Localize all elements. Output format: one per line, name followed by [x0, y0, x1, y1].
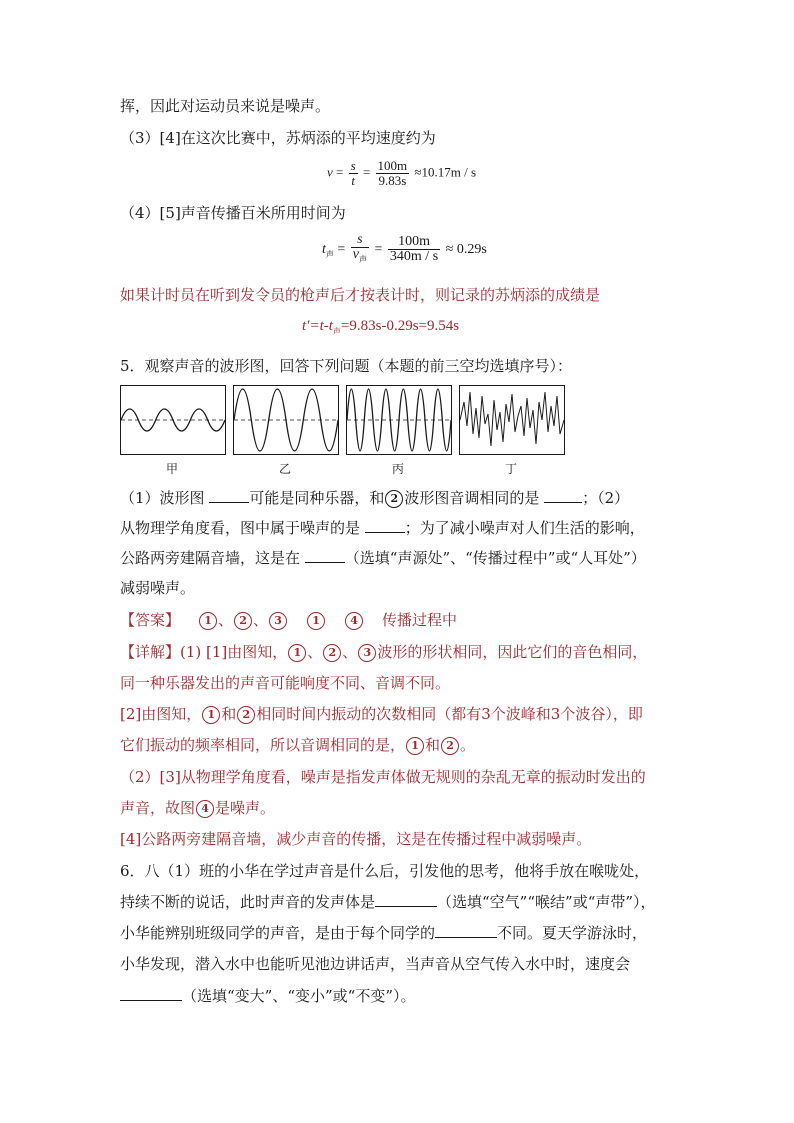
circled-number: 4	[196, 800, 214, 818]
formula-eq: =	[337, 242, 346, 258]
waveform-bing	[346, 385, 452, 455]
answer-blank[interactable]	[365, 518, 405, 533]
explanation-line: 同一种乐器发出的声音可能响度不同、音调不同。	[120, 674, 451, 692]
question-5-line	[120, 548, 646, 568]
circled-number: 2	[234, 612, 252, 630]
formula-lhs: t	[322, 242, 326, 258]
text: （1）波形图	[120, 489, 210, 507]
text: ；（2）	[582, 489, 630, 507]
fraction	[349, 159, 358, 188]
circled-number: 1	[406, 737, 424, 755]
numerator: 100m	[388, 235, 440, 250]
text: 相同时间内振动的次数相同（都有3个波峰和3个波谷），即	[256, 705, 643, 723]
question-5-line	[120, 488, 629, 508]
text: 。	[460, 736, 476, 754]
circled-number: 1	[199, 612, 217, 630]
answer-blank[interactable]	[209, 488, 249, 503]
formula-subscript: 声	[325, 249, 334, 259]
formula-tail: ≈10.17m / s	[414, 164, 477, 180]
text: 声音，故图	[120, 799, 196, 817]
formula-subscript: 声	[332, 327, 341, 336]
text: ；为了减小噪声对人们生活的影响，	[404, 519, 645, 537]
formula-eq: =	[336, 164, 344, 180]
text-line: （3）[4]在这次比赛中，苏炳添的平均速度约为	[120, 129, 436, 147]
waveform-yi	[233, 385, 339, 455]
text: （选填“声源处”、“传播过程中”或“人耳处”）	[344, 549, 646, 567]
waveform-label: 甲	[165, 462, 178, 476]
numerator: 100m	[377, 158, 408, 173]
text-line: 如果计时员在听到发令员的枪声后才按表计时，则记录的苏炳添的成绩是	[120, 286, 601, 304]
text: 波形图音调相同的是	[404, 489, 545, 507]
text: 、	[342, 643, 358, 661]
velocity-formula	[327, 159, 476, 188]
time-formula	[322, 233, 487, 267]
text: 、	[307, 643, 323, 661]
text: 和	[221, 705, 237, 723]
text: 是噪声。	[215, 799, 276, 817]
question-6-line: 小华发现，潜入水中也能听见池边讲话声，当声音从空气传入水中时，速度会	[120, 955, 631, 973]
answer-blank[interactable]	[544, 488, 582, 503]
explanation-line: （2）[3]从物理学角度看，噪声是指发声体做无规则的杂乱无章的振动时发出的	[120, 768, 646, 786]
circled-number: 3	[358, 644, 376, 662]
waveform-label: 丙	[391, 462, 404, 476]
waveform-jia	[120, 385, 226, 455]
numerator: s	[351, 233, 369, 248]
explanation-line	[120, 735, 475, 755]
denominator-var: v	[352, 247, 360, 262]
circled-number: 1	[288, 644, 306, 662]
answer-line	[120, 610, 457, 630]
waveform-jia-svg	[121, 386, 225, 454]
circled-number: 2	[441, 737, 459, 755]
waveform-label: 丁	[504, 462, 517, 476]
formula-tail: =9.83s-0.29s=9.54s	[340, 318, 460, 334]
answer-blank[interactable]	[120, 986, 182, 1001]
formula-tail: ≈ 0.29s	[445, 242, 487, 258]
circled-number: 2	[237, 706, 255, 724]
text-line: 挥，因此对运动员来说是噪声。	[120, 97, 331, 115]
explanation-line: [4]公路两旁建隔音墙，减少声音的传播，这是在传播过程中减弱噪声。	[120, 830, 592, 848]
text: 、	[218, 611, 234, 629]
explanation-line	[120, 798, 275, 818]
question-6-line	[120, 923, 647, 943]
answer-blank[interactable]	[305, 548, 345, 563]
text: 小华能辨别班级同学的声音，是由于每个同学的	[120, 924, 436, 942]
explanation-line	[120, 704, 643, 724]
circled-number: 1	[307, 612, 325, 630]
answer-blank[interactable]	[435, 923, 497, 938]
question-6-line: 6．八（1）班的小华在学过声音是什么后，引发他的思考，他将手放在喉咙处，	[120, 862, 650, 880]
denominator: 340m / s	[389, 249, 439, 265]
circled-number: 2	[385, 490, 403, 508]
text: 公路两旁建隔音墙，这是在	[120, 549, 305, 567]
formula-lhs: t′=t-t	[302, 318, 333, 334]
waveform-ding	[459, 385, 565, 455]
numerator: s	[350, 158, 356, 173]
explanation-line	[120, 642, 647, 662]
text-line: （4）[5]声音传播百米所用时间为	[120, 204, 346, 222]
text: 和	[425, 736, 441, 754]
circled-number: 1	[202, 706, 220, 724]
denominator: t	[351, 173, 355, 188]
fraction	[351, 233, 369, 267]
answer-text: 传播过程中	[382, 611, 458, 629]
waveform-yi-svg	[234, 386, 338, 454]
waveform-bing-svg	[347, 386, 451, 454]
text: 、	[253, 611, 269, 629]
text: 从物理学角度看，图中属于噪声的是	[120, 519, 365, 537]
fraction	[376, 159, 410, 188]
circled-number: 4	[345, 612, 363, 630]
formula-subscript: 声	[359, 254, 368, 264]
circled-number: 3	[269, 612, 287, 630]
text: 不同。夏天学游泳时，	[497, 924, 648, 942]
fraction	[388, 235, 440, 264]
waveform-ding-svg	[460, 386, 564, 454]
result-formula	[302, 318, 459, 337]
text: [2]由图知，	[120, 705, 202, 723]
text: （选填“变大”、“变小”或“不变”）。	[182, 987, 416, 1005]
question-5-stem: 5．观察声音的波形图，回答下列问题（本题的前三空均选填序号）：	[120, 357, 573, 375]
formula-eq: =	[362, 164, 371, 180]
text: 它们振动的频率相同，所以音调相同的是，	[120, 736, 406, 754]
explanation-tag: 【详解】	[120, 643, 181, 661]
question-5-line	[120, 518, 645, 538]
text: (1) [1]由图知，	[180, 643, 288, 661]
text-line: 减弱噪声。	[120, 579, 196, 597]
waveform-label: 乙	[278, 462, 291, 476]
text: 可能是同种乐器，和	[249, 489, 385, 507]
formula-eq: =	[374, 242, 383, 258]
text: 波形的形状相同，因此它们的音色相同，	[377, 643, 648, 661]
text: 持续不断的说话，此时声音的发声体是	[120, 893, 376, 911]
question-6-line	[120, 892, 656, 912]
text: （选填“空气”“喉结”或“声带”），	[437, 893, 656, 911]
answer-tag: 【答案】	[120, 611, 181, 629]
wave-path	[460, 392, 564, 446]
denominator	[351, 248, 369, 267]
circled-number: 2	[323, 644, 341, 662]
question-6-line	[120, 986, 416, 1006]
answer-blank[interactable]	[375, 892, 437, 907]
formula-lhs: v	[327, 164, 333, 180]
denominator: 9.83s	[378, 173, 407, 188]
